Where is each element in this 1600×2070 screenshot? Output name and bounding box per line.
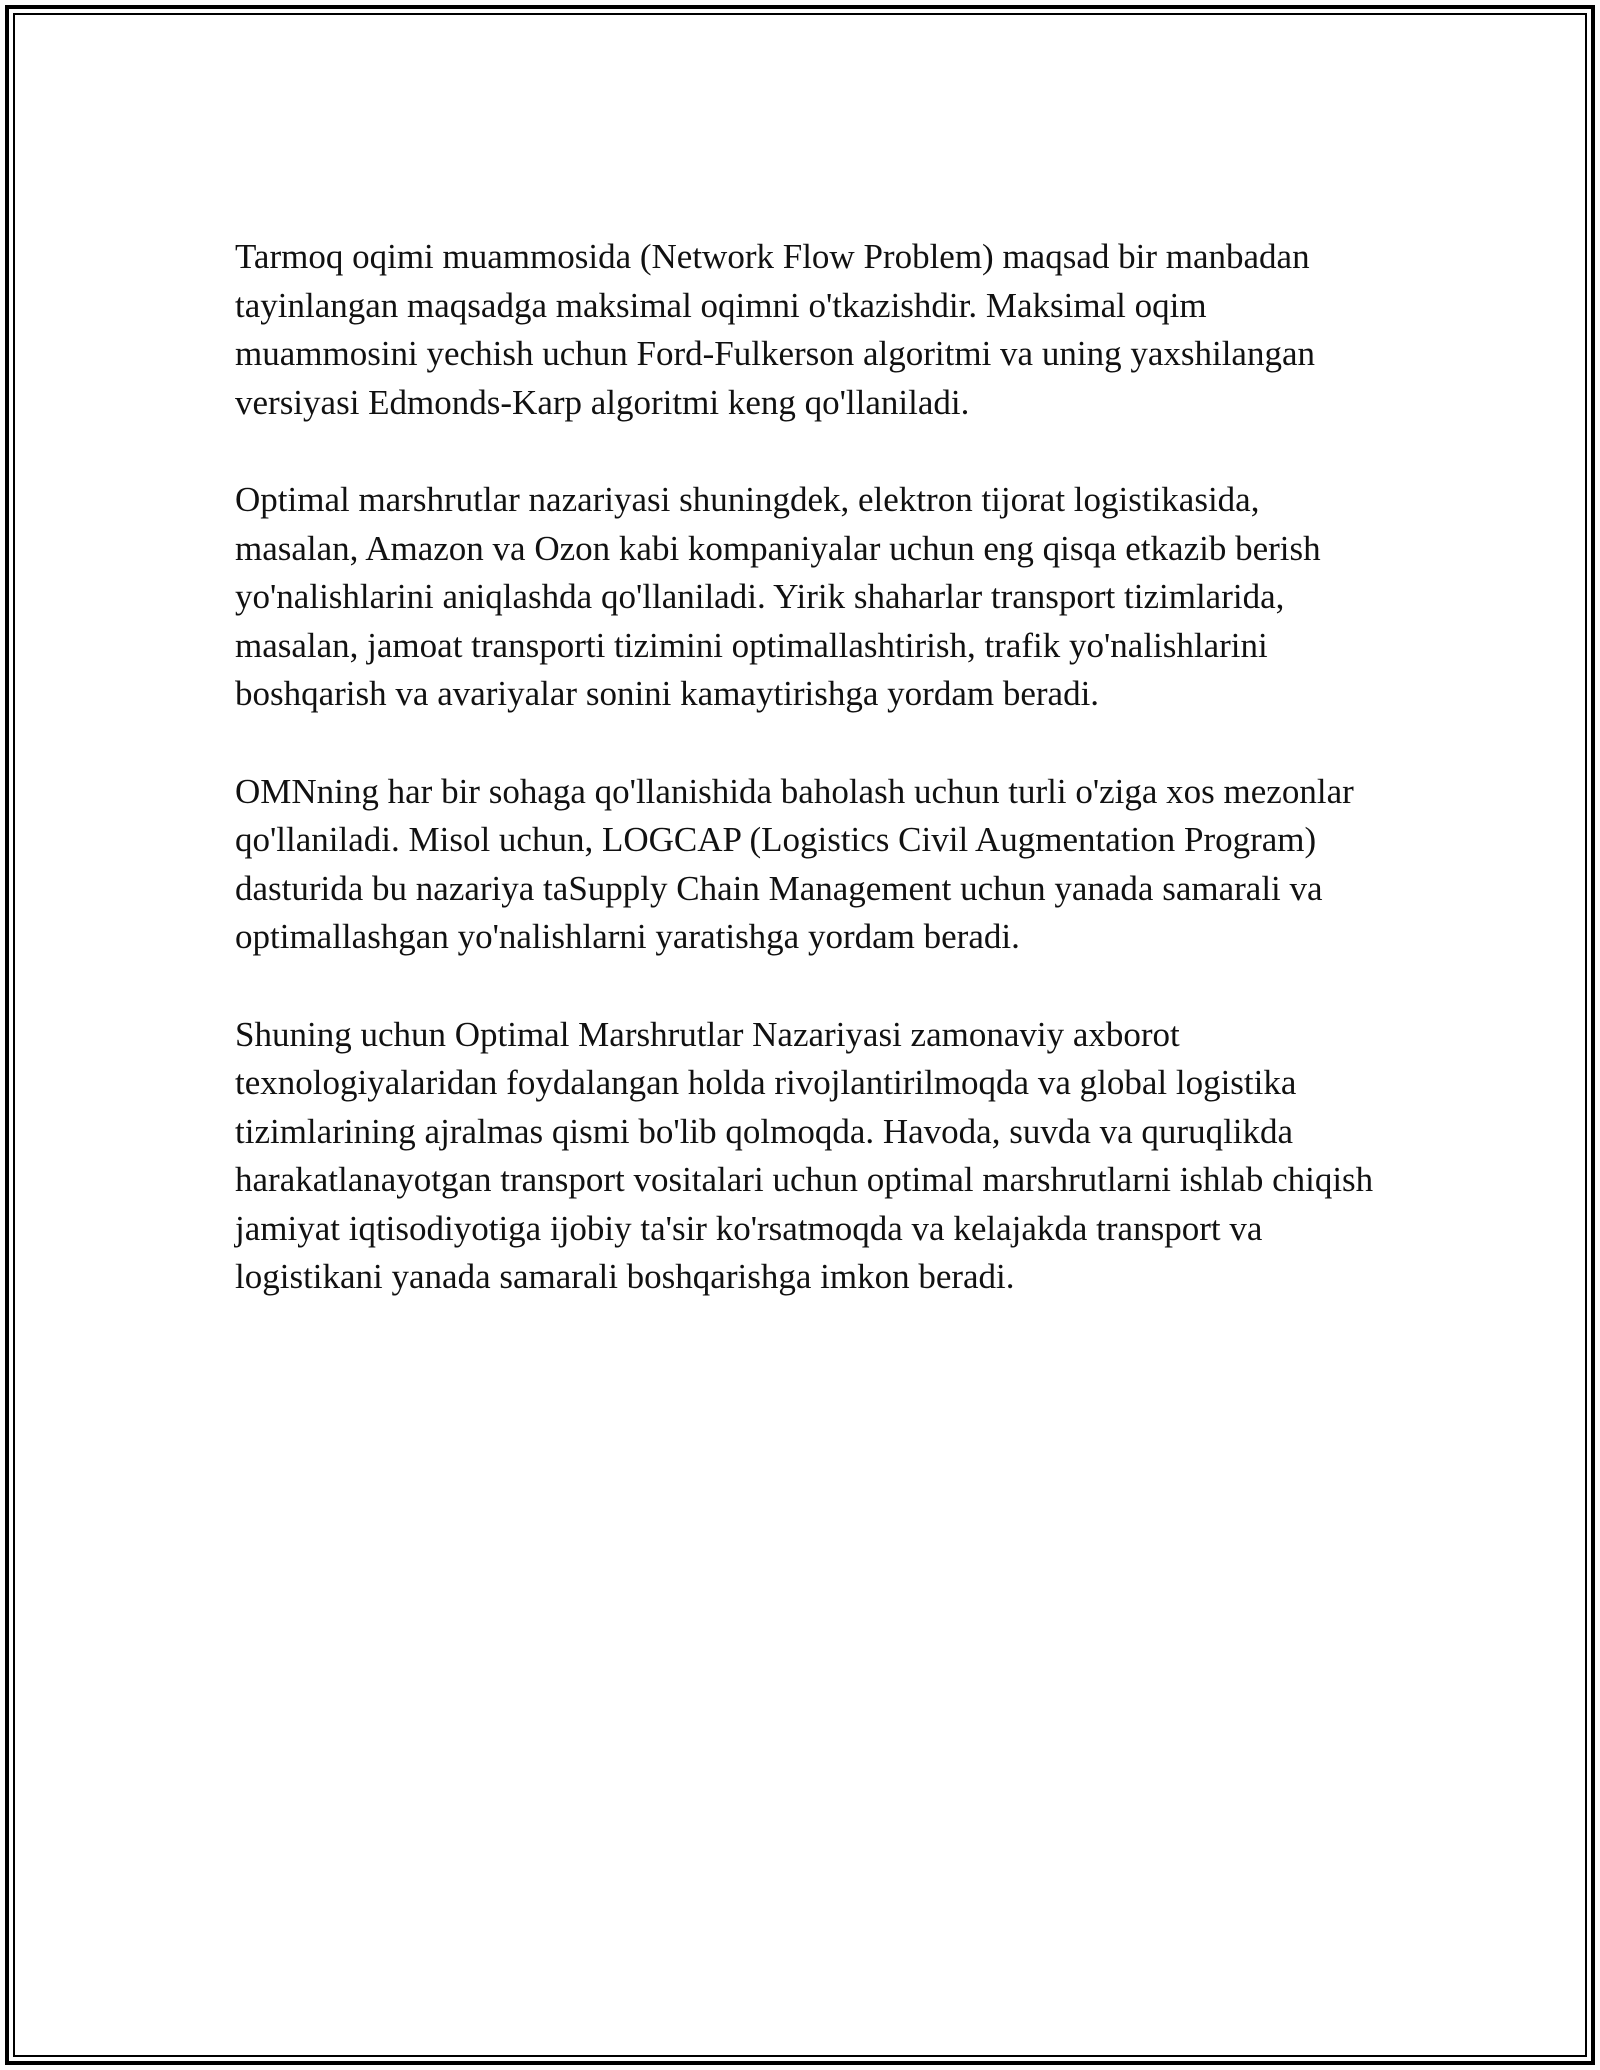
- document-body: [235, 233, 1375, 1351]
- paragraph-ecommerce-logistics: Optimal marshrutlar nazariyasi shuningdek, elektron tijorat logistikasida, masalan, Amazon va Ozon kabi kompaniyalar uchun eng qisqa etkazib berish yo'nalishlarini aniqlashda qo'llaniladi. Yirik shaharlar transport tizimlarida, masalan, jamoat transporti tizimini optimallashtirish, trafik yo'nalishlarini boshqarish va avariyalar sonini kamaytirishga yordam beradi.: [235, 480, 1321, 713]
- paragraph-omn-criteria: OMNning har bir sohaga qo'llanishida baholash uchun turli o'ziga xos mezonlar qo'llaniladi. Misol uchun, LOGCAP (Logistics Civil Augmentation Program) dasturida bu nazariya taSupply Chain Management uchun yanada samarali va optimallashgan yo'nalishlarni yaratishga yordam beradi.: [235, 771, 1354, 956]
- paragraph-network-flow: Tarmoq oqimi muammosida (Network Flow Problem) maqsad bir manbadan tayinlangan maqsadga maksimal oqimni o'tkazishdir. Maksimal oqim muammosini yechish uchun Ford-Fulkerson algoritmi va uning yaxshilangan versiyasi Edmonds-Karp algoritmi keng qo'llaniladi.: [235, 237, 1315, 422]
- paragraph-conclusion: Shuning uchun Optimal Marshrutlar Nazariyasi zamonaviy axborot texnologiyalaridan foydalangan holda rivojlantirilmoqda va global logistika tizimlarining ajralmas qismi bo'lib qolmoqda. Havoda, suvda va quruqlikda harakatlanayotgan transport vositalari uchun optimal marshrutlarni ishlab chiqish jamiyat iqtisodiyotiga ijobiy ta'sir ko'rsatmoqda va kelajakda transport va logistikani yanada samarali boshqarishga imkon beradi.: [235, 1014, 1374, 1296]
